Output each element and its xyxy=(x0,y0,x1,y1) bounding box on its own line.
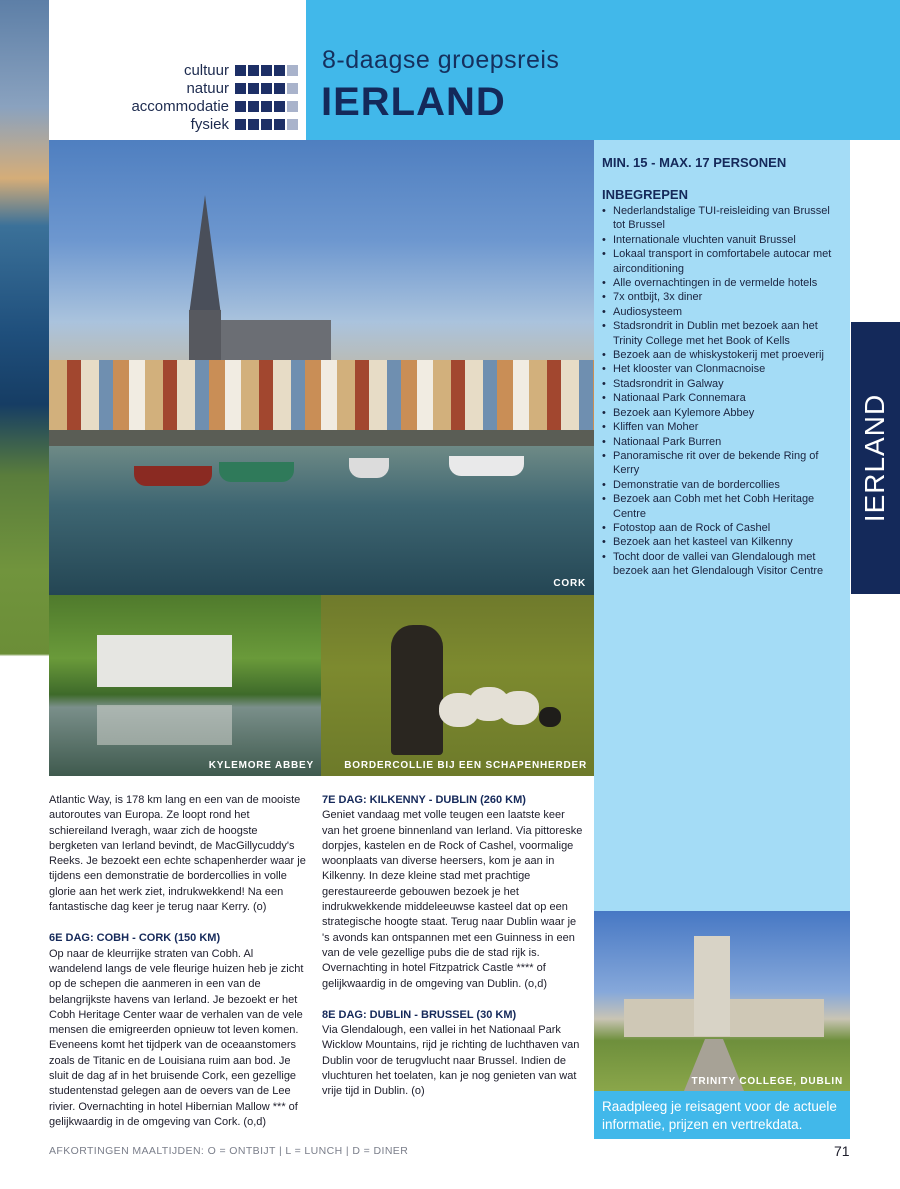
rating-box xyxy=(49,0,306,140)
rating-dots xyxy=(235,119,298,130)
photo-kylemore-abbey xyxy=(49,595,321,776)
left-photo-strip xyxy=(0,0,49,1189)
cathedral-spire xyxy=(189,195,221,315)
list-item: • Tocht door de vallei van Glendalough met bezoek aan het Glendalough Visitor Centre xyxy=(602,550,842,579)
list-item: • Het klooster van Clonmacnoise xyxy=(602,362,842,376)
sheep xyxy=(499,691,539,725)
day7-heading: 7E DAG: KILKENNY - DUBLIN (260 KM) xyxy=(322,794,526,806)
list-item: • 7x ontbijt, 3x diner xyxy=(602,290,842,304)
list-item: • Fotostop aan de Rock of Cashel xyxy=(602,521,842,535)
day6-heading: 6E DAG: COBH - CORK (150 KM) xyxy=(49,932,221,945)
day7-text: Geniet vandaag met volle teugen een laatste keer van het groene binnenland van Ierland. Via pittoreske dorpjes, kastelen en de Rock of Cashel, voormalige woonplaats van diverse heersers, kom je aan in Kilkenny. In deze kleine stad met prachtige gerestaureerde gebouwen bezoek je het indrukwekkende middeleeuwse kasteel dat op een strategische hoogte staat. Terug naar Dublin waar je 's avonds kan ontspannen met een Guinness in een van de vele gezellige pubs die de stad rijk is. Overnachting in hotel Fitzpatrick Castle **** of gelijkwaardig in de omgeving van Dublin. (o,d) xyxy=(322,809,583,990)
boat xyxy=(449,456,524,476)
rating-nature xyxy=(186,80,298,97)
rating-accommodation xyxy=(131,98,298,115)
rating-dots xyxy=(235,101,298,112)
itinerary-intro: Atlantic Way, is 178 km lang en een van de mooiste autoroutes van Europa. Ze loopt rond het schiereiland Iveragh, waar zich de hoogste bergketen van Ierland bevindt, de MacGillycuddy's Reeks. Je bezoekt een echte schapenherder waar je tijdens een demonstratie de bordercollies in volle glorie aan het werk ziet, indrukwekkend! Na een fantastische dag keer je terug naar Kerry. (o) xyxy=(49,794,306,914)
itinerary-column-left xyxy=(49,793,309,1130)
boat xyxy=(349,458,389,478)
info-panel xyxy=(594,140,850,911)
rating-dots xyxy=(235,65,298,76)
rating-label: cultuur xyxy=(183,62,229,79)
day8-text: Via Glendalough, een vallei in het Nationaal Park Wicklow Mountains, rijd je richting de luchthaven van Dublin voor de terugvlucht naar Brussel. Indien de vluchturen het toelaten, kan je nog genieten van wat vrije tijd in Dublin. (o) xyxy=(322,1024,580,1098)
list-item: • Lokaal transport in comfortabele autocar met airconditioning xyxy=(602,247,842,276)
list-item: • Kliffen van Moher xyxy=(602,420,842,434)
list-item: • Internationale vluchten vanuit Brussel xyxy=(602,233,842,247)
abbey-reflection xyxy=(97,705,232,745)
day6-text: Op naar de kleurrijke straten van Cobh. Al wandelend langs de vele fleurige huizen heb je zicht op de schepen die aanmeren in een van de belangrijkste havens van Ierland. Je bezoekt er het Cobh Heritage Center waar de verhalen van de vele mensen die emigreerden opnieuw tot leven komen. Eveneens komt het tijdperk van de oceaanstomers zoals de Titanic en de Louisiana ruim aan bod. Je sluit de dag af in het bruisende Cork, een gezellige studentenstad gelegen aan de oevers van de Lee rivier. Overnachting in hotel Hibernian Mallow *** of gelijkwaardig in de omgeving van Cork. (o,d) xyxy=(49,947,304,1128)
quay xyxy=(49,430,594,446)
rating-physical xyxy=(191,116,298,133)
boat xyxy=(134,466,212,486)
rating-dots xyxy=(235,83,298,94)
side-tab-label: IERLAND xyxy=(859,393,890,523)
advice-line-1: Raadpleeg je reisagent voor de actuele xyxy=(602,1099,837,1114)
side-tab xyxy=(851,322,900,594)
title-band xyxy=(306,0,900,140)
list-item: • Audiosysteem xyxy=(602,305,842,319)
shepherd-figure xyxy=(391,625,443,755)
photo-trinity-college xyxy=(594,911,850,1091)
rating-label: natuur xyxy=(186,80,229,97)
advice-box xyxy=(594,1091,850,1139)
colorful-houses xyxy=(49,360,594,430)
list-item: • Alle overnachtingen in de vermelde hotels xyxy=(602,276,842,290)
included-title: INBEGREPEN xyxy=(602,187,688,202)
list-item: • Stadsrondrit in Galway xyxy=(602,377,842,391)
trip-title: IERLAND xyxy=(321,80,506,124)
abbey-building xyxy=(97,635,232,687)
list-item: • Nationaal Park Connemara xyxy=(602,391,842,405)
trip-subtitle: 8-daagse groepsreis xyxy=(322,46,560,74)
caption-bordercollie: BORDERCOLLIE BIJ EEN SCHAPENHERDER xyxy=(344,760,587,771)
meal-abbreviations: AFKORTINGEN MAALTIJDEN: O = ONTBIJT | L = LUNCH | D = DINER xyxy=(49,1145,409,1157)
boat xyxy=(219,462,294,482)
rating-culture xyxy=(184,62,298,79)
photo-cork xyxy=(49,140,594,595)
included-list xyxy=(602,204,842,579)
list-item: • Nederlandstalige TUI-reisleiding van Brussel tot Brussel xyxy=(602,204,842,233)
list-item: • Nationaal Park Burren xyxy=(602,435,842,449)
list-item: • Stadsrondrit in Dublin met bezoek aan het Trinity College met het Book of Kells xyxy=(602,319,842,348)
group-size: MIN. 15 - MAX. 17 PERSONEN xyxy=(602,155,787,170)
page-number: 71 xyxy=(834,1143,850,1159)
caption-kylemore: KYLEMORE ABBEY xyxy=(208,760,314,771)
rating-label: fysiek xyxy=(190,116,229,133)
day8-heading: 8E DAG: DUBLIN - BRUSSEL (30 KM) xyxy=(322,1008,517,1021)
itinerary-column-middle xyxy=(322,793,584,1100)
list-item: • Panoramische rit over de bekende Ring of Kerry xyxy=(602,449,842,478)
photo-bordercollie xyxy=(321,595,594,776)
list-item: • Bezoek aan Cobh met het Cobh Heritage Centre xyxy=(602,492,842,521)
list-item: • Bezoek aan het kasteel van Kilkenny xyxy=(602,535,842,549)
rating-label: accommodatie xyxy=(131,98,229,115)
campanile xyxy=(694,936,730,1036)
advice-line-2: informatie, prijzen en vertrekdata. xyxy=(602,1117,803,1132)
list-item: • Bezoek aan de whiskystokerij met proeverij xyxy=(602,348,842,362)
list-item: • Demonstratie van de bordercollies xyxy=(602,478,842,492)
caption-trinity: TRINITY COLLEGE, DUBLIN xyxy=(691,1076,843,1087)
caption-cork: CORK xyxy=(553,578,586,589)
list-item: • Bezoek aan Kylemore Abbey xyxy=(602,406,842,420)
dog xyxy=(539,707,561,727)
